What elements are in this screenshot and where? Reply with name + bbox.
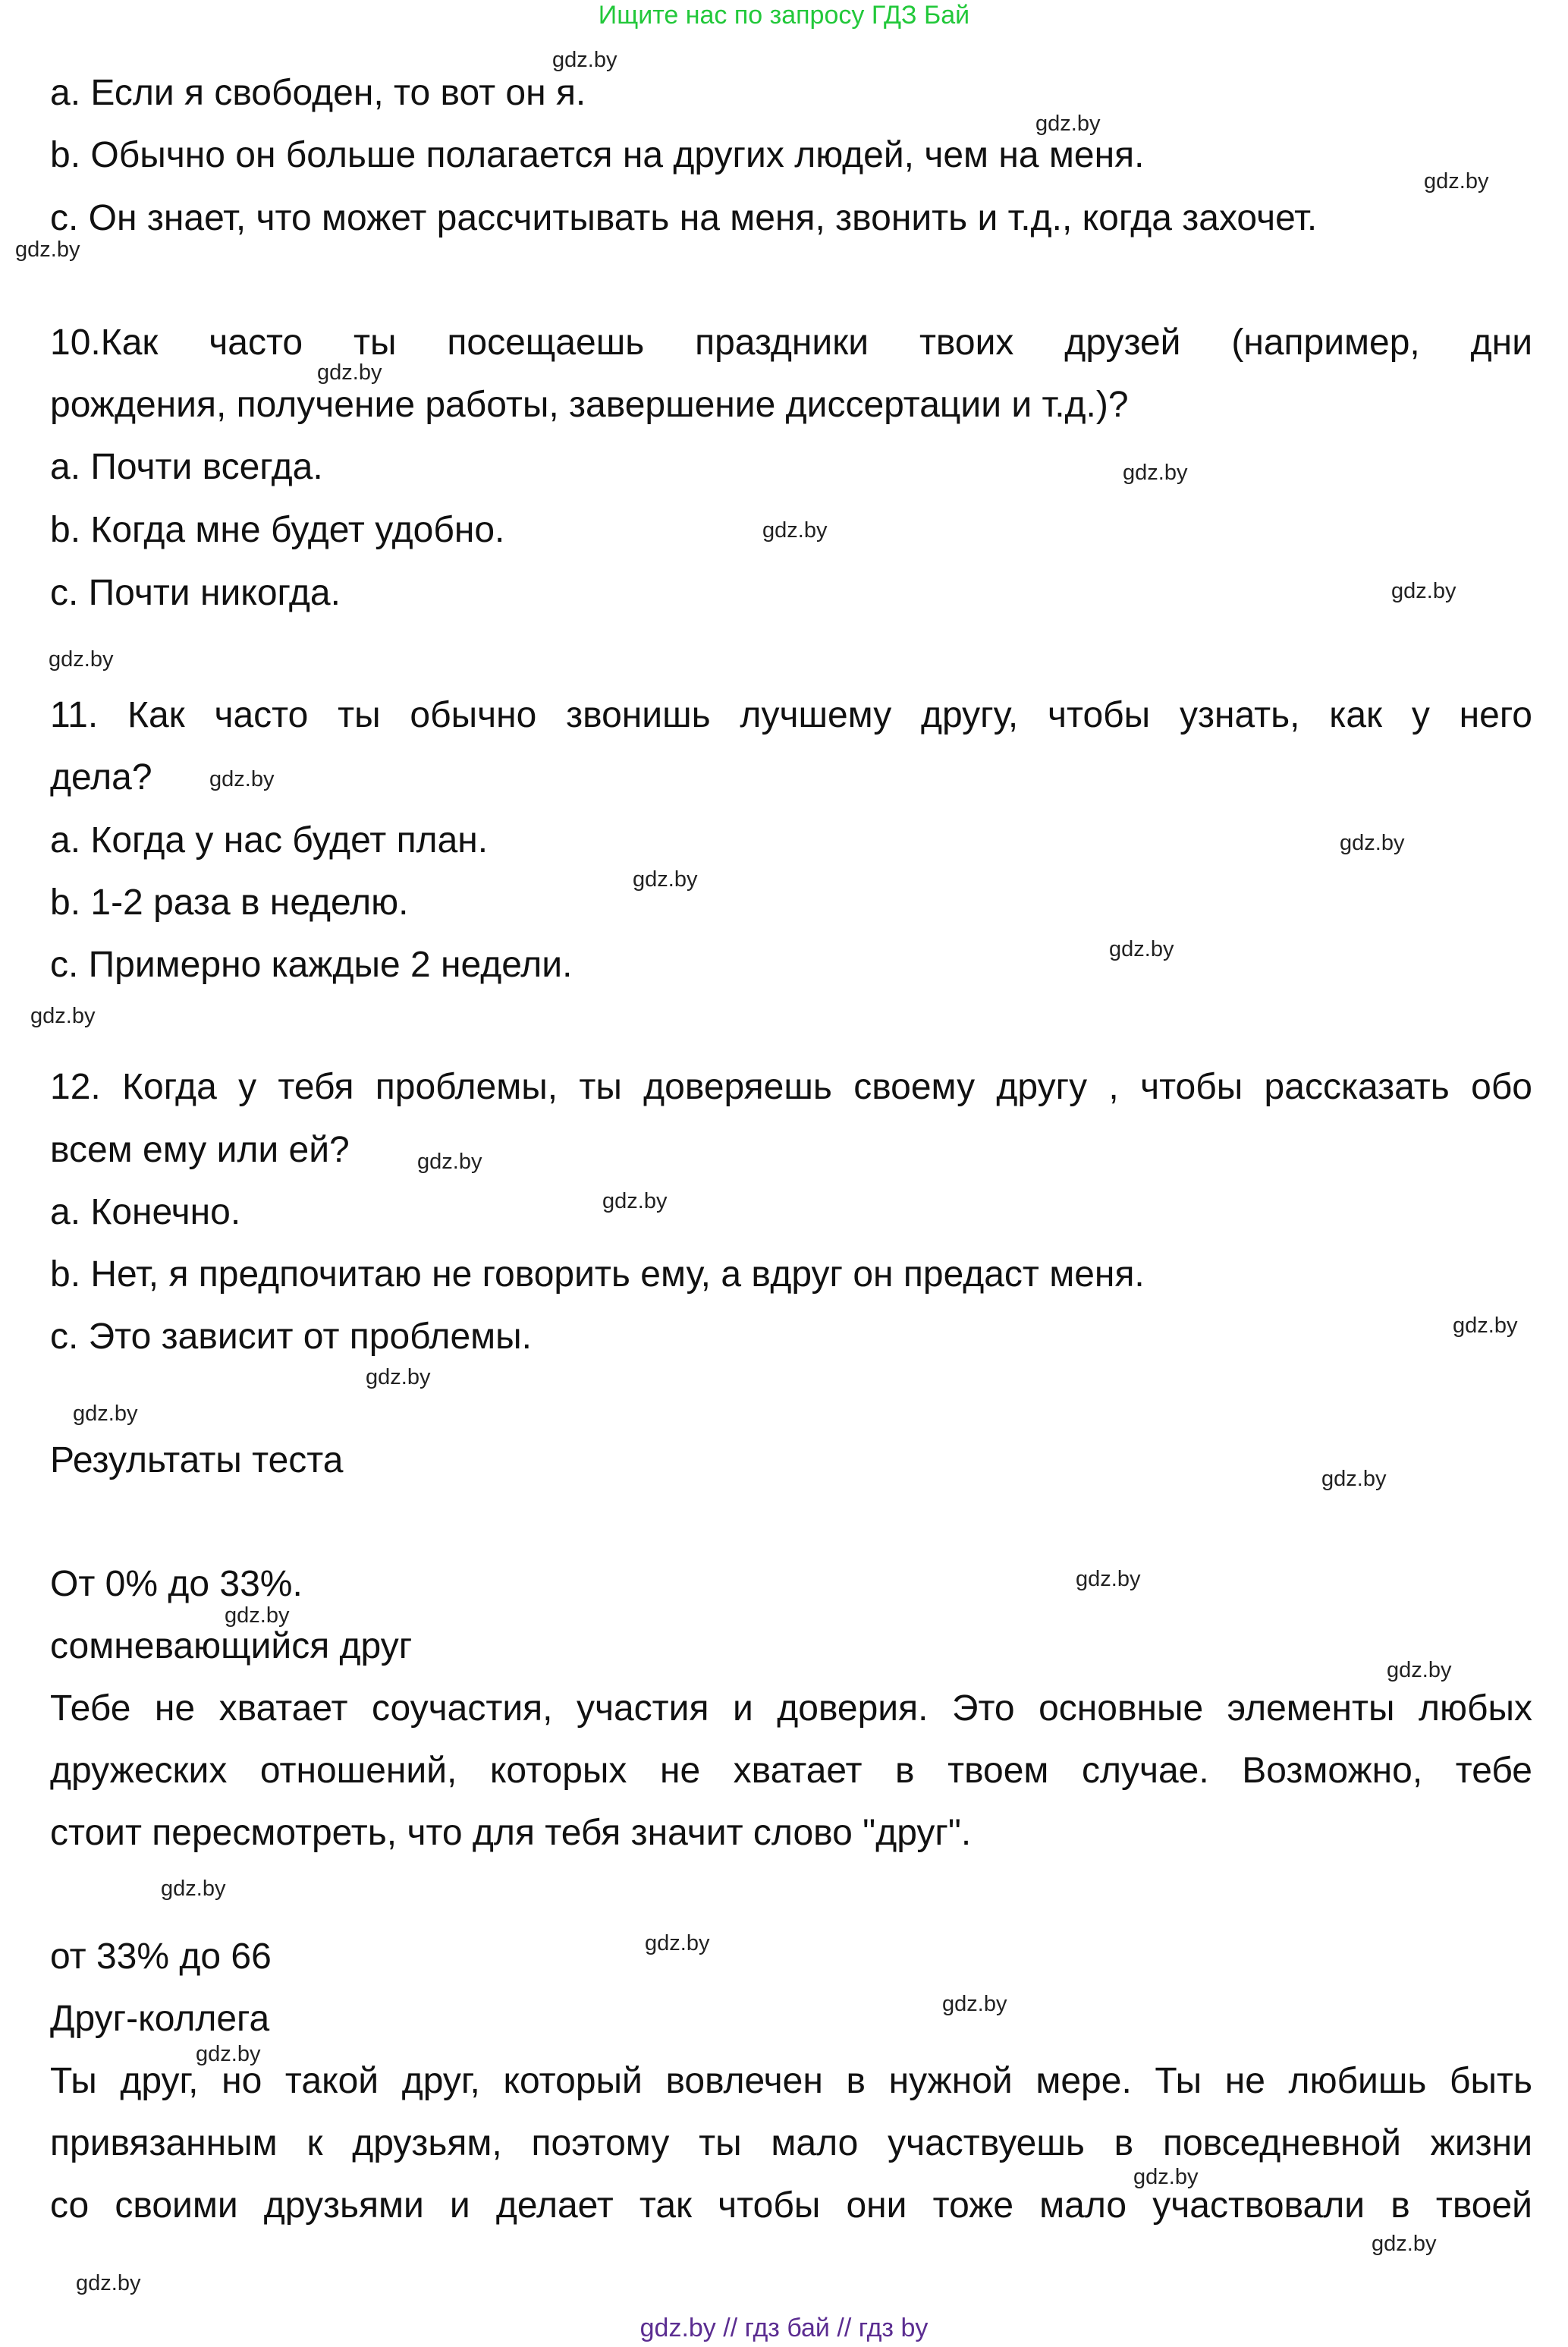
watermark: gdz.by bbox=[1321, 1467, 1387, 1491]
watermark: gdz.by bbox=[73, 1402, 138, 1426]
watermark: gdz.by bbox=[633, 867, 698, 892]
watermark: gdz.by bbox=[225, 1603, 290, 1628]
q12-option-c: c. Это зависит от проблемы. bbox=[50, 1317, 533, 1357]
q12-text-line1: 12. Когда у тебя проблемы, ты доверяешь своему другу , чтобы рассказать обо bbox=[50, 1067, 1532, 1107]
result2-name: Друг-коллега bbox=[50, 1999, 270, 2039]
result1-text-line3: стоит пересмотреть, что для тебя значит слово "друг". bbox=[50, 1813, 972, 1853]
q10-text-line1: 10.Как часто ты посещаешь праздники твоих друзей (например, дни bbox=[50, 322, 1532, 363]
q11-option-a: a. Когда у нас будет план. bbox=[50, 820, 489, 860]
watermark: gdz.by bbox=[645, 1931, 710, 1955]
q9-option-b: b. Обычно он больше полагается на других людей, чем на меня. bbox=[50, 135, 1145, 175]
watermark: gdz.by bbox=[762, 518, 828, 543]
watermark: gdz.by bbox=[30, 1004, 96, 1028]
q10-option-b: b. Когда мне будет удобно. bbox=[50, 510, 505, 550]
result2-text-line1: Ты друг, но такой друг, который вовлечен в нужной мере. Ты не любишь быть bbox=[50, 2061, 1532, 2101]
watermark: gdz.by bbox=[1372, 2232, 1437, 2256]
watermark: gdz.by bbox=[602, 1189, 668, 1213]
result1-text-line1: Тебе не хватает соучастия, участия и доверия. Это основные элементы любых bbox=[50, 1688, 1532, 1729]
watermark: gdz.by bbox=[1035, 112, 1101, 136]
watermark: gdz.by bbox=[1076, 1567, 1141, 1591]
watermark: gdz.by bbox=[1391, 579, 1456, 603]
result2-range: от 33% до 66 bbox=[50, 1936, 272, 1977]
watermark: gdz.by bbox=[1453, 1314, 1518, 1338]
watermark: gdz.by bbox=[552, 48, 617, 72]
q12-text-line2: всем ему или ей? bbox=[50, 1130, 350, 1170]
q11-option-c: c. Примерно каждые 2 недели. bbox=[50, 945, 573, 985]
watermark: gdz.by bbox=[1387, 1658, 1452, 1682]
watermark: gdz.by bbox=[942, 1992, 1007, 2016]
q10-option-a: a. Почти всегда. bbox=[50, 447, 323, 487]
watermark: gdz.by bbox=[1109, 937, 1174, 961]
watermark: gdz.by bbox=[1133, 2165, 1199, 2189]
watermark: gdz.by bbox=[76, 2271, 141, 2295]
q11-text-line2: дела? bbox=[50, 757, 152, 798]
results-title: Результаты теста bbox=[50, 1440, 344, 1480]
result1-name: сомневающийся друг bbox=[50, 1626, 413, 1666]
site-header[interactable]: Ищите нас по запросу ГДЗ Бай bbox=[598, 1, 970, 30]
watermark: gdz.by bbox=[1123, 461, 1188, 485]
watermark: gdz.by bbox=[15, 238, 80, 262]
q12-option-b: b. Нет, я предпочитаю не говорить ему, а вдруг он предаст меня. bbox=[50, 1254, 1145, 1295]
result1-text-line2: дружеских отношений, которых не хватает в твоем случае. Возможно, тебе bbox=[50, 1751, 1532, 1791]
result2-text-line3: со своими друзьями и делает так чтобы они тоже мало участвовали в твоей bbox=[50, 2185, 1532, 2226]
q9-option-a: a. Если я свободен, то вот он я. bbox=[50, 73, 586, 113]
q11-text-line1: 11. Как часто ты обычно звонишь лучшему другу, чтобы узнать, как у него bbox=[50, 695, 1532, 735]
q12-option-a: a. Конечно. bbox=[50, 1192, 241, 1232]
watermark: gdz.by bbox=[1424, 169, 1489, 193]
result1-range: От 0% до 33%. bbox=[50, 1564, 303, 1604]
watermark: gdz.by bbox=[417, 1150, 482, 1174]
watermark: gdz.by bbox=[209, 767, 275, 791]
q10-text-line2: рождения, получение работы, завершение диссертации и т.д.)? bbox=[50, 385, 1129, 425]
watermark: gdz.by bbox=[1340, 831, 1405, 855]
watermark: gdz.by bbox=[317, 360, 382, 385]
result2-text-line2: привязанным к друзьям, поэтому ты мало участвуешь в повседневной жизни bbox=[50, 2123, 1532, 2163]
q10-option-c: c. Почти никогда. bbox=[50, 573, 341, 613]
q11-option-b: b. 1-2 раза в неделю. bbox=[50, 882, 409, 923]
watermark: gdz.by bbox=[161, 1877, 226, 1901]
watermark: gdz.by bbox=[196, 2042, 261, 2066]
watermark: gdz.by bbox=[366, 1365, 431, 1389]
q9-option-c: c. Он знает, что может рассчитывать на меня, звонить и т.д., когда захочет. bbox=[50, 198, 1318, 238]
site-footer[interactable]: gdz.by // гдз бай // гдз by bbox=[639, 2314, 929, 2342]
watermark: gdz.by bbox=[49, 647, 114, 672]
